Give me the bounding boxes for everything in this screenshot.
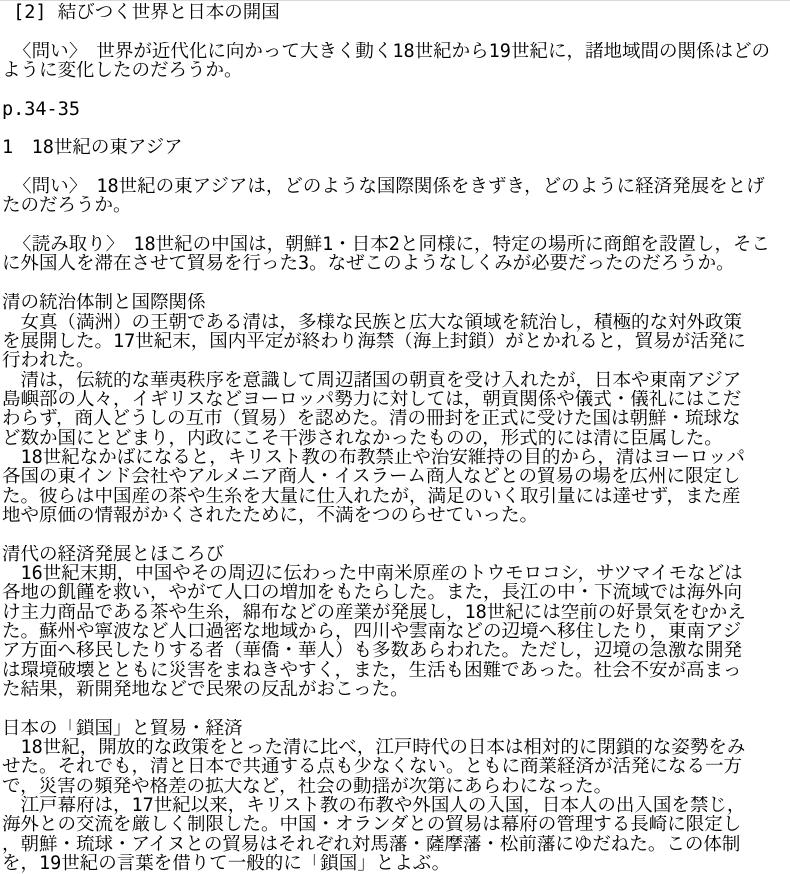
text-line: け主力商品である茶や生糸，綿布などの産業が発展し，18世紀には空前の好景気をむかえ <box>2 602 746 622</box>
text-line: 〈問い〉 18世紀の東アジアは，どのような国際関係をきずき，どのように経済発展をとげ <box>2 177 765 197</box>
text-line: 清代の経済発展とほころび <box>2 544 225 564</box>
text-line: ア方面へ移民したりする者（華僑・華人）も多数あらわれた。ただし，辺境の急激な開発 <box>2 641 743 661</box>
text-line: 島嶼部の人々，イギリスなどヨーロッパ勢力に対しては，朝貢関係や儀式・儀礼にはこだ <box>2 389 742 410</box>
text-line: 1 18世紀の東アジア <box>2 138 183 158</box>
text-line <box>2 525 790 544</box>
text-content <box>2 3 790 873</box>
text-line <box>2 699 790 718</box>
text-line <box>2 22 790 41</box>
text-line: 18世紀，開放的な政策をとった清に比べ，江戸時代の日本は相対的に閉鎖的な姿勢をみ <box>2 738 746 758</box>
text-line: 18世紀なかばになると，キリスト教の布教禁止や治安維持の目的から，清はヨーロッパ <box>2 447 746 468</box>
text-line: 〈問い〉 世界が近代化に向かって大きく動く18世紀から19世紀に，諸地域間の関係はどの <box>2 41 770 62</box>
text-line <box>2 216 790 235</box>
text-line: 行われた。 <box>2 351 95 371</box>
text-line: 地や原価の情報がかくされたために，不満をつのらせていった。 <box>2 505 538 526</box>
text-line: たのだろうか。 <box>2 196 132 216</box>
text-line: に外国人を滞在させて貿易を行った3。なぜこのようなしくみが必要だったのだろうか。 <box>2 254 735 274</box>
text-line: た。彼らは中国産の茶や生糸を大量に仕入れたが，満足のいく取引量には達せず，また産 <box>2 486 741 506</box>
text-line: 各国の東インド会社やアルメニア商人・イスラーム商人などとの貿易の場を広州に限定し <box>2 467 741 487</box>
text-line: 日本の「鎖国」と貿易・経済 <box>2 718 243 739</box>
text-line: は環境破壊とともに災害をまねきやすく，また，生活も困難であった。社会不安が高まっ <box>2 660 742 681</box>
text-line: 江戸幕府は，17世紀以来，キリスト教の布教や外国人の入国，日本人の出入国を禁じ， <box>2 796 746 816</box>
text-line: わらず，商人どうしの互市（貿易）を認めた。清の冊封を正式に受けた国は朝鮮・琉球な <box>2 409 741 429</box>
text-line: 〈読み取り〉 18世紀の中国は，朝鮮1・日本2と同様に，特定の場所に商館を設置し，そこ <box>2 235 770 255</box>
text-line: 女真（満洲）の王朝である清は，多様な民族と広大な領域を統治し，積極的な対外政策 <box>2 312 743 332</box>
text-line: た。蘇州や寧波など人口過密な地域から，四川や雲南などの辺境へ移住したり，東南アジ <box>2 622 742 642</box>
text-line: p.34-35 <box>2 99 80 120</box>
text-line: を展開した。17世紀末，国内平定が終わり海禁（海上封鎖）がとかれると，貿易が活発に <box>2 331 746 352</box>
text-line: 各地の飢饉を救い，やがて人口の増加をもたらした。また，長江の中・下流域では海外向 <box>2 583 743 603</box>
text-line <box>2 80 790 99</box>
text-line: 清の統治体制と国際関係 <box>2 293 206 313</box>
text-line: 清は，伝統的な華夷秩序を意識して周辺諸国の朝貢を受け入れたが，日本や東南アジア <box>2 370 742 390</box>
text-line <box>2 274 790 293</box>
text-line: た結果，新開発地などで民衆の反乱がおこった。 <box>2 680 409 700</box>
text-line: を，19世紀の言葉を借りて一般的に「鎖国」とよぶ。 <box>2 854 451 874</box>
text-line <box>2 119 790 138</box>
text-line: で，災害の頻発や格差の拡大など，社会の動揺が次第にあらわになった。 <box>2 776 613 797</box>
text-line: 16世紀末期，中国やその周辺に伝わった中南米原産のトウモロコシ，サツマイモなどは <box>2 563 743 584</box>
text-line: ，朝鮮・琉球・アイヌとの貿易はそれぞれ対馬藩・薩摩藩・松前藩にゆだねた。この体制 <box>2 834 741 855</box>
text-line: ように変化したのだろうか。 <box>2 61 243 81</box>
text-line: せた。それでも，清と日本で共通する点も少なくない。ともに商業経済が活発になる一方 <box>2 757 743 777</box>
text-line: ど数か国にとどまり，内政にこそ干渉されなかったものの，形式的には清に臣属した。 <box>2 428 723 448</box>
text-line <box>2 158 790 177</box>
text-line: 海外との交流を厳しく制限した。中国・オランダとの貿易は幕府の管理する長崎に限定し <box>2 815 742 835</box>
text-line: [2] 結びつく世界と日本の開国 <box>2 3 280 23</box>
